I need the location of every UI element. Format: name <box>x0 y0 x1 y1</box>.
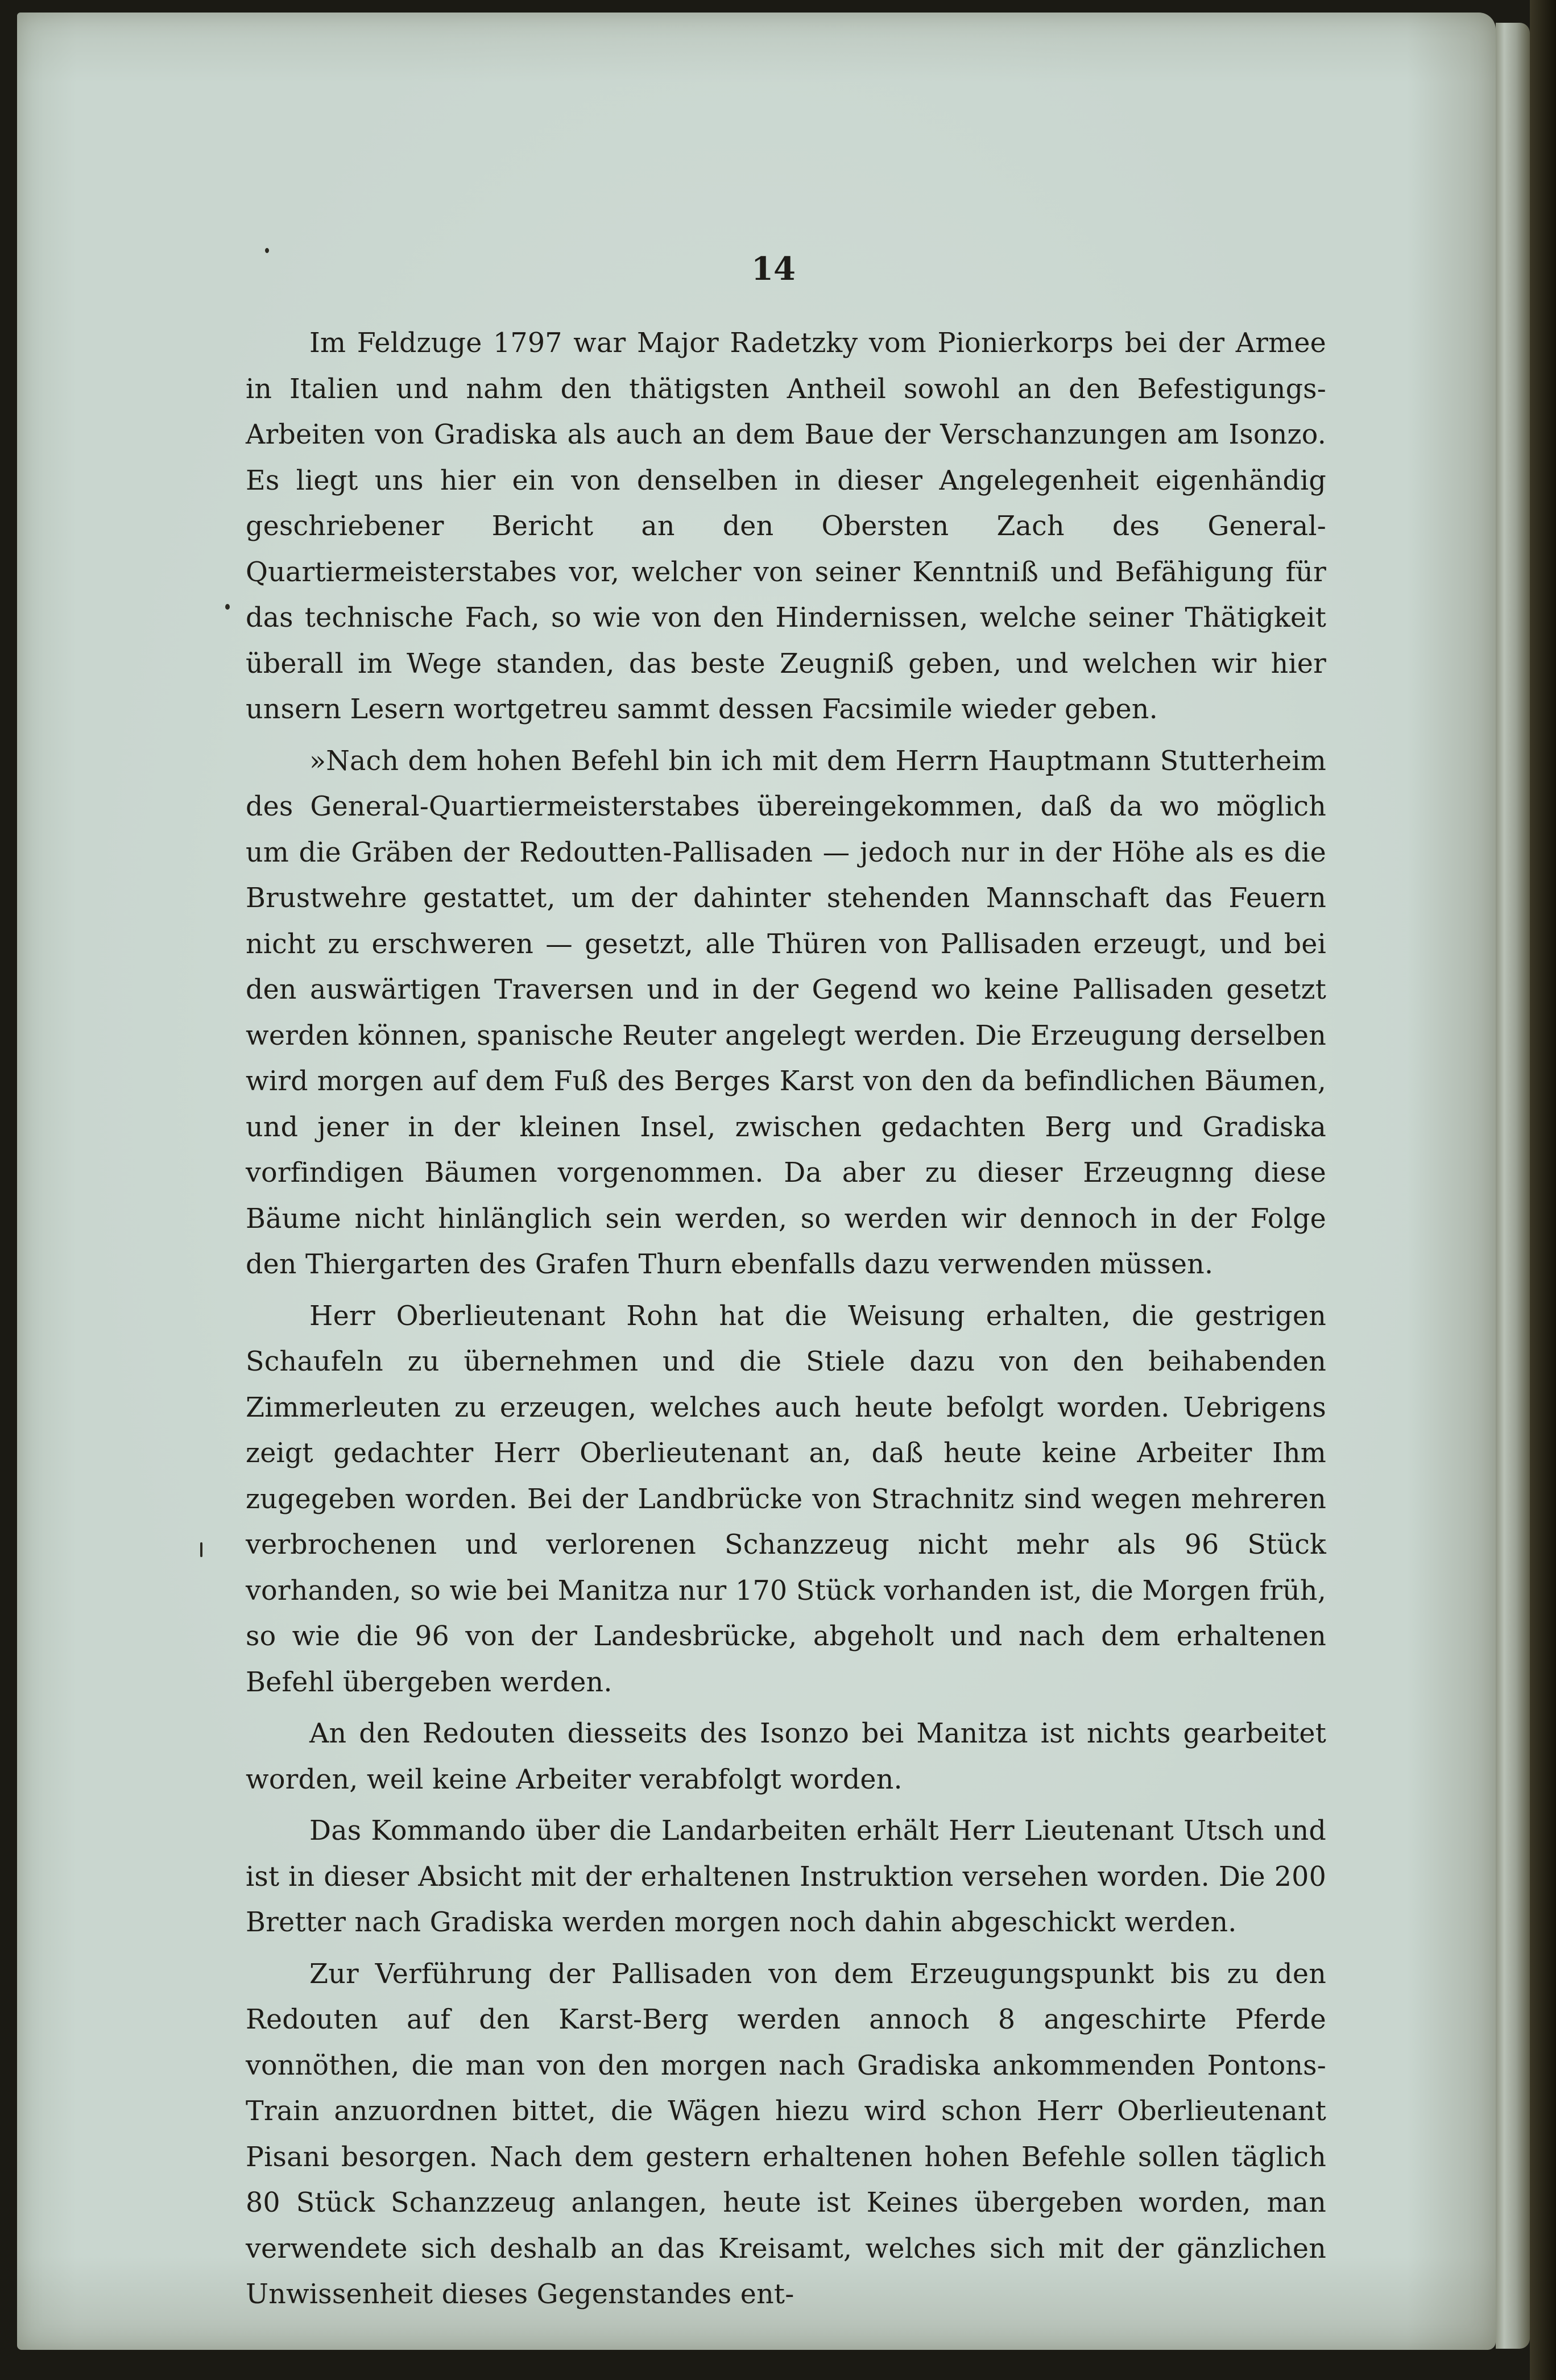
paper-speck <box>265 248 269 253</box>
paragraph-intro: Im Feldzuge 1797 war Major Radetzky vom Pionierkorps bei der Armee in Italien und nahm den thätigsten Antheil sowohl an den Befestigungs-Arbeiten von Gradiska als auch an dem Baue der Verschanzungen am Isonzo. Es liegt uns hier ein von denselben in dieser Angelegenheit eigenhändig geschriebener Bericht an den Obersten Zach des General-Quartiermeisterstabes vor, welcher von seiner Kenntniß und Befähigung für das technische Fach, so wie von den Hindernissen, welche seiner Thätigkeit überall im Wege standen, das beste Zeugniß geben, und welchen wir hier unsern Lesern wortgetreu sammt dessen Facsimile wieder geben. <box>246 328 1326 725</box>
page-number: 14 <box>751 250 796 288</box>
paragraph-landarbeiten: Das Kommando über die Landarbeiten erhält Herr Lieutenant Utsch und ist in dieser Absicht mit der erhaltenen Instruktion versehen worden. Die 200 Bretter nach Gradiska werden morgen noch dahin abgeschickt werden. <box>246 1815 1326 1938</box>
paper-speck <box>200 1542 202 1557</box>
page-edge <box>1496 23 1530 2349</box>
paragraph-pallisaden-transport: Zur Verführung der Pallisaden von dem Erzeugungspunkt bis zu den Redouten auf den Karst-Berg werden annoch 8 angeschirte Pferde vonnöthen, die man von den morgen nach Gradiska ankommenden Pontons-Train anzuordnen bittet, die Wägen hiezu wird schon Herr Oberlieutenant Pisani besorgen. Nach dem gestern erhaltenen hohen Befehle sollen täglich 80 Stück Schanzzeug anlangen, heute ist Keines übergeben worden, man verwendete sich deshalb an das Kreisamt, welches sich mit der gänzlichen Unwissenheit dieses Gegenstandes ent- <box>246 1958 1326 2310</box>
paper-speck <box>225 604 230 610</box>
book-spine <box>1530 0 1556 2380</box>
paragraph-redouten-manitza: An den Redouten diesseits des Isonzo bei Manitza ist nichts gearbeitet worden, weil keine Arbeiter verabfolgt worden. <box>246 1718 1326 1795</box>
paragraph-oberlieutenant-rohn: Herr Oberlieutenant Rohn hat die Weisung erhalten, die gestrigen Schaufeln zu übernehmen und die Stiele dazu von den beihabenden Zimmerleuten zu erzeugen, welches auch heute befolgt worden. Uebrigens zeigt gedachter Herr Oberlieutenant an, daß heute keine Arbeiter Ihm zugegeben worden. Bei der Landbrücke von Strachnitz sind wegen mehreren verbrochenen und verlorenen Schanzzeug nicht mehr als 96 Stück vorhanden, so wie bei Manitza nur 170 Stück vorhanden ist, die Morgen früh, so wie die 96 von der Landesbrücke, abgeholt und nach dem erhaltenen Befehl übergeben werden. <box>246 1300 1326 1698</box>
paragraph-report-start: »Nach dem hohen Befehl bin ich mit dem Herrn Hauptmann Stutterheim des General-Quartiermeisterstabes übereingekommen, daß da wo möglich um die Gräben der Redoutten-Pallisaden — jedoch nur in der Höhe als es die Brustwehre gestattet, um der dahinter stehenden Mannschaft das Feuern nicht zu erschweren — gesetzt, alle Thüren von Pallisaden erzeugt, und bei den auswärtigen Traversen und in der Gegend wo keine Pallisaden gesetzt werden können, spanische Reuter angelegt werden. Die Erzeugung derselben wird morgen auf dem Fuß des Berges Karst von den da befindlichen Bäumen, und jener in der kleinen Insel, zwischen gedachten Berg und Gradiska vorfindigen Bäumen vorgenommen. Da aber zu dieser Erzeugnng diese Bäume nicht hinlänglich sein werden, so werden wir dennoch in der Folge den Thiergarten des Grafen Thurn ebenfalls dazu verwenden müssen. <box>246 745 1326 1280</box>
page-body <box>246 321 1326 2318</box>
